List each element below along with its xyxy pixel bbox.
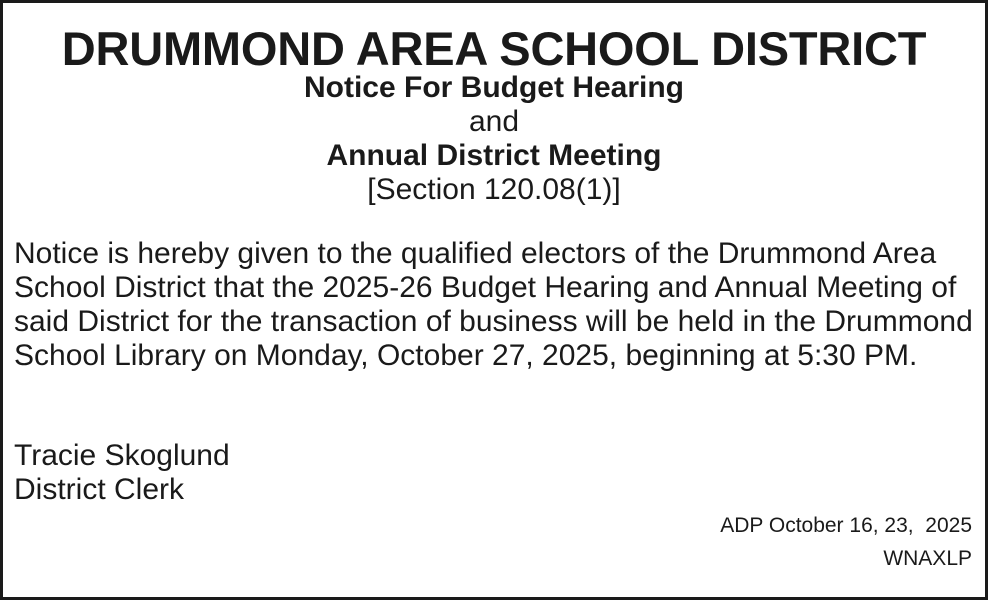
- notice-subtitle-annual-meeting: Annual District Meeting: [326, 139, 662, 172]
- notice-subtitle-budget-hearing: Notice For Budget Hearing: [303, 71, 685, 104]
- notice-subtitle-and: and: [468, 105, 520, 138]
- signer-title: District Clerk: [14, 473, 184, 506]
- publication-code: WNAXLP: [883, 547, 972, 570]
- notice-section-reference: [Section 120.08(1)]: [367, 173, 621, 206]
- publication-dates: ADP October 16, 23, 2025: [720, 514, 972, 537]
- signer-name: Tracie Skoglund: [14, 439, 230, 472]
- notice-body: Notice is hereby given to the qualified electors of the Drummond Area School District that the 2025-26 Budget Hearing and Annual Meeting of said District for the transaction of business will be held in the Drummond School Library on Monday, October 27, 2025, beginning at 5:30 PM.: [14, 237, 973, 372]
- notice-title: DRUMMOND AREA SCHOOL DISTRICT: [61, 22, 927, 75]
